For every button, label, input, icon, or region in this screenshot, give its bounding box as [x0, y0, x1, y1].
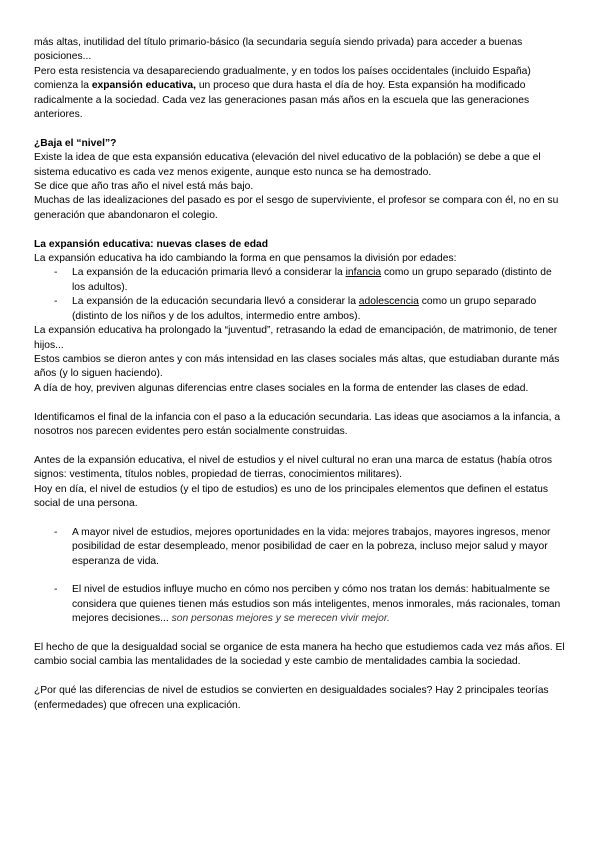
- paragraph: Estos cambios se dieron antes y con más intensidad en las clases sociales más altas, que estudiaban durante más años (y lo siguen haciendo).: [34, 353, 560, 380]
- paragraph: A día de hoy, previven algunas diferencias entre clases sociales en la forma de entender las clases de edad.: [34, 382, 529, 394]
- list-item: [34, 526, 566, 569]
- text-run: como un grupo separado (distinto de los adultos).: [72, 267, 552, 293]
- text-run: A mayor nivel de estudios, mejores oportunidades en la vida: mejores trabajos, mayores ingresos, menor posibilidad de estar desempleado, menor posibilidad de caer en la pobreza, incluso mejor salud y mayor esperanza de vida.: [72, 526, 551, 567]
- status-list: [34, 526, 566, 569]
- bold-term: expansión educativa,: [91, 80, 196, 92]
- dash-bullet: -: [54, 296, 58, 308]
- status-list: [34, 583, 566, 626]
- heading-baja-nivel: ¿Baja el “nivel”?: [34, 137, 117, 149]
- dash-bullet: -: [54, 526, 58, 538]
- list-item: [34, 583, 566, 626]
- paragraph: La expansión educativa ha prolongado la “juventud”, retrasando la edad de emancipación, de matrimonio, de tener hijos...: [34, 325, 558, 351]
- list-item: [34, 266, 566, 295]
- underlined-term: adolescencia: [358, 296, 419, 308]
- paragraph-expansion: [34, 65, 566, 123]
- text-run: Pero esta resistencia va desapareciendo gradualmente, y en todos los países occidentales (incluido España) comienza la: [34, 65, 531, 92]
- text-run: un proceso que dura hasta el día de hoy. Esta expansión ha modificado radicalmente a la sociedad. Cada vez las generaciones pasan más años en la escuela que las generaciones anteriores.: [34, 80, 530, 121]
- paragraph: Existe la idea de que esta expansión educativa (elevación del nivel educativo de la población) se debe a que el sistema educativo es cada vez menos exigente, aunque esto nunca se ha demostrado.: [34, 152, 541, 178]
- text-run: como un grupo separado (distinto de los niños y de los adultos, intermedio entre ambos).: [72, 296, 537, 322]
- paragraph: La expansión educativa ha ido cambiando la forma en que pensamos la división por edades:: [34, 253, 457, 265]
- paragraph-intro: más altas, inutilidad del título primario-básico (la secundaria seguía siendo privada) para acceder a buenas posiciones...: [34, 37, 523, 63]
- text-run: El nivel de estudios influye mucho en cómo nos perciben y cómo nos tratan los demás: habitualmente se considera que quienes tienen más estudios son más inteligentes, menos inmorales, más racionales, toman mejores decisiones...: [72, 584, 561, 625]
- heading-clases-edad: La expansión educativa: nuevas clases de edad: [34, 238, 269, 250]
- paragraph-infancia: Identificamos el final de la infancia con el paso a la educación secundaria. Las ideas que asociamos a la infancia, a nosotros nos parecen evidentes pero están socialmente construidas.: [34, 411, 561, 437]
- paragraph-desigualdad: El hecho de que la desigualdad social se organice de esta manera ha hecho que estudiemos cada vez más años. El cambio social cambia las mentalidades de la sociedad y este cambio de mentalidades cambia la sociedad.: [34, 641, 565, 668]
- paragraph: Se dice que año tras año el nivel está más bajo.: [34, 181, 254, 193]
- age-list: [34, 266, 566, 324]
- paragraph: Antes de la expansión educativa, el nivel de estudios y el nivel cultural no eran una marca de estatus (había otros signos: vestimenta, títulos nobles, propiedad de tierras, conocimientos militares).: [34, 454, 553, 481]
- paragraph: Hoy en día, el nivel de estudios (y el tipo de estudios) es uno de los principales elementos que definen el estatus social de una persona.: [34, 483, 549, 509]
- italic-phrase: son personas mejores y se merecen vivir mejor.: [171, 613, 390, 625]
- dash-bullet: -: [54, 584, 58, 596]
- text-run: La expansión de la educación primaria llevó a considerar la: [72, 267, 346, 279]
- list-item: [34, 295, 566, 324]
- paragraph: Muchas de las idealizaciones del pasado es por el sesgo de superviviente, el profesor se compara con él, no en su generación que abandonaron el colegio.: [34, 195, 559, 221]
- text-run: La expansión de la educación secundaria llevó a considerar la: [72, 296, 359, 308]
- underlined-term: infancia: [345, 267, 382, 279]
- dash-bullet: -: [54, 267, 58, 279]
- paragraph-final: ¿Por qué las diferencias de nivel de estudios se convierten en desigualdades sociales? Hay 2 principales teorías (enfermedades) que ofrecen una explicación.: [34, 685, 549, 711]
